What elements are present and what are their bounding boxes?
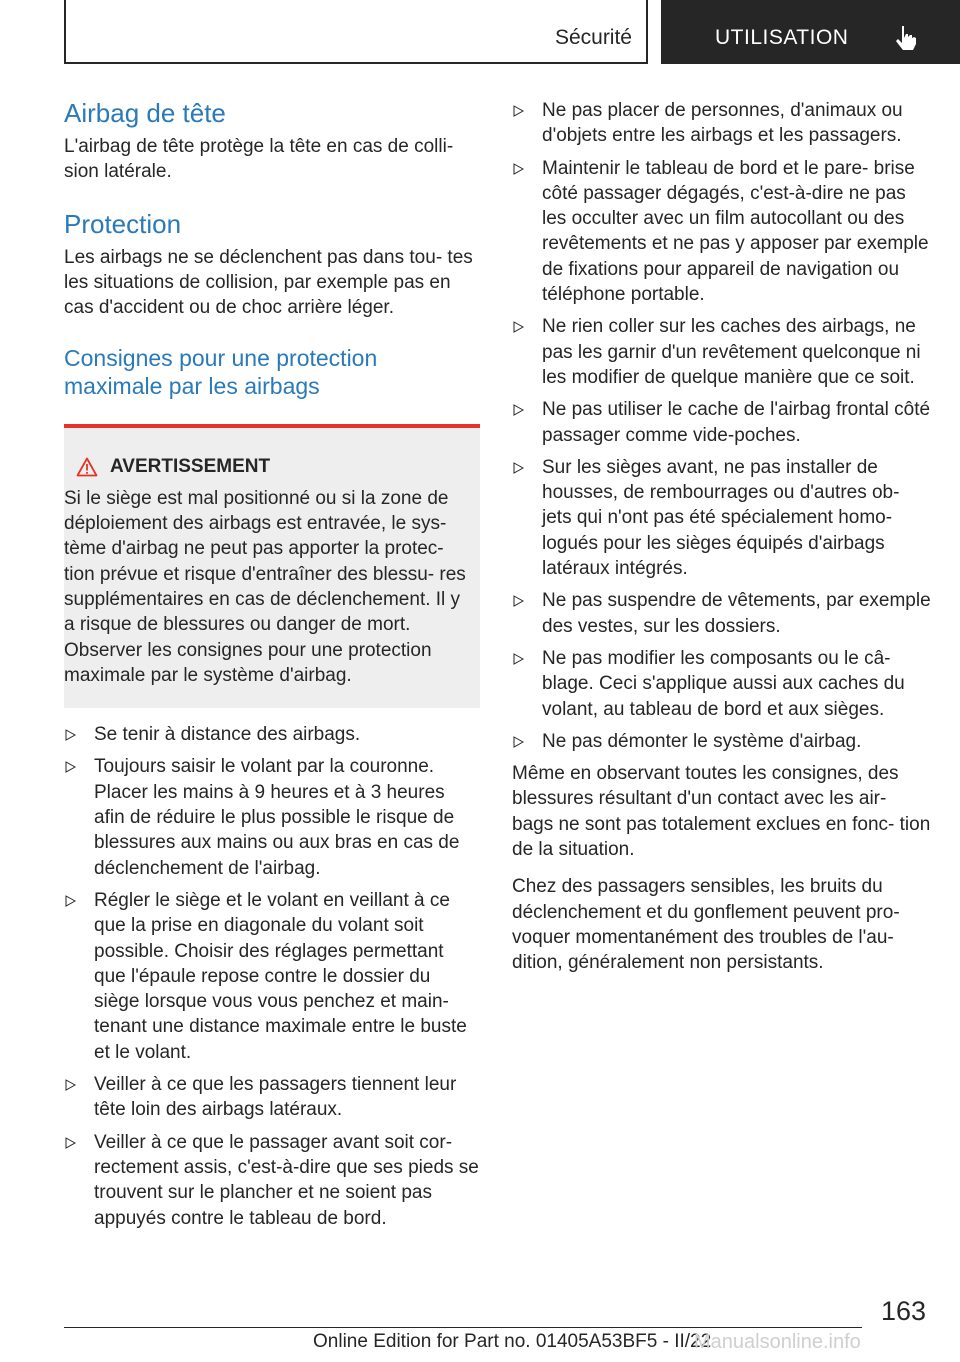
bullet-arrow-icon xyxy=(65,895,76,907)
list-item-text: Ne pas suspendre de vêtements, par exemple des vestes, sur les dossiers. xyxy=(542,590,931,637)
list-item xyxy=(64,1072,480,1123)
list-item xyxy=(512,314,932,390)
bullet-arrow-icon xyxy=(513,404,524,416)
list-item-text: Ne pas modifier les composants ou le câ‐ blage. Ceci s'applique aussi aux caches du volant, au tableau de bord et aux sièges. xyxy=(542,647,905,720)
list-item-text: Veiller à ce que les passagers tiennent leur tête loin des airbags latéraux. xyxy=(94,1074,457,1121)
header-chapter-box xyxy=(661,0,960,64)
warning-title xyxy=(76,454,474,479)
bullet-arrow-icon xyxy=(65,1137,76,1149)
list-item-text: Sur les sièges avant, ne pas installer de housses, de rembourrages ou d'autres ob‐ jets qui n'ont pas été spécialement homo‐ logués pour les sièges équipés d'airbags latéraux intégrés. xyxy=(542,456,900,580)
warning-title-label: AVERTISSEMENT xyxy=(110,456,271,478)
bullet-arrow-icon xyxy=(513,163,524,175)
page-number: 163 xyxy=(880,1296,926,1326)
bullet-arrow-icon xyxy=(513,653,524,665)
paragraph-passagers-sensibles: Chez des passagers sensibles, les bruits du déclenchement et du gonflement peuvent pro‐ voquer momentanément des troubles de l'au‐ dition, généralement non persistants. xyxy=(512,876,900,974)
list-item-text: Se tenir à distance des airbags. xyxy=(94,724,361,746)
heading-protection: Protection xyxy=(64,208,182,239)
pointing-hand-icon xyxy=(893,24,919,52)
header-section-title: Sécurité xyxy=(554,26,632,49)
heading-airbag-de-tete: Airbag de tête xyxy=(64,98,226,128)
list-item xyxy=(64,754,480,880)
warning-triangle-icon xyxy=(76,457,98,477)
list-item xyxy=(64,1130,480,1231)
list-item-text: Maintenir le tableau de bord et le pare- brise côté passager dégagés, c'est-à-dire ne pas les occulter avec un film autocollant ou des revêtements et ne pas y apposer par exemple de fixations pour appareil de navigation ou téléphone portable. xyxy=(542,157,929,306)
list-item xyxy=(512,98,932,149)
header-chapter-title: UTILISATION xyxy=(715,26,849,49)
bullet-arrow-icon xyxy=(513,321,524,333)
left-bullet-list xyxy=(64,722,480,1231)
list-item xyxy=(512,156,932,308)
bullet-arrow-icon xyxy=(513,105,524,117)
paragraph-protection: Les airbags ne se déclenchent pas dans tou‐ tes les situations de collision, par exemple pas en cas d'accident ou de choc arrière léger. xyxy=(64,246,473,319)
list-item-text: Ne rien coller sur les caches des airbags, ne pas les garnir d'un revêtement quelconque ni les modifier de quelque manière que ce soit. xyxy=(542,316,921,388)
header-section-box xyxy=(64,0,648,64)
bullet-arrow-icon xyxy=(513,736,524,748)
list-item xyxy=(512,729,932,754)
right-bullet-list xyxy=(512,98,932,754)
footer-divider xyxy=(64,1327,862,1328)
bullet-arrow-icon xyxy=(65,761,76,773)
heading-consignes: Consignes pour une protection maximale par les airbags xyxy=(64,345,378,400)
list-item-text: Ne pas utiliser le cache de l'airbag frontal côté passager comme vide-poches. xyxy=(542,399,931,446)
bullet-arrow-icon xyxy=(513,595,524,607)
list-item xyxy=(64,888,480,1065)
list-item-text: Veiller à ce que le passager avant soit cor‐ rectement assis, c'est-à-dire que ses pieds se trouvent sur le plancher et ne soient pas appuyés contre le tableau de bord. xyxy=(94,1131,479,1229)
paragraph-airbag-de-tete: L'airbag de tête protège la tête en cas de colli‐ sion latérale. xyxy=(64,136,454,183)
bullet-arrow-icon xyxy=(513,462,524,474)
paragraph-consignes-exclues: Même en observant toutes les consignes, des blessures résultant d'un contact avec les air‐ bags ne sont pas totalement exclues en fonc‐ tion de la situation. xyxy=(512,763,931,861)
footer-edition: Online Edition for Part no. 01405A53BF5 - II/22 xyxy=(313,1331,712,1352)
list-item xyxy=(512,397,932,448)
list-item-text: Régler le siège et le volant en veillant à ce que la prise en diagonale du volant soit possible. Choisir des réglages permettant que l'épaule repose contre le dossier du siège lorsque vous vous penchez et main‐ tenant une distance maximale entre le buste et le volant. xyxy=(94,889,467,1063)
warning-text: Si le siège est mal positionné ou si la zone de déploiement des airbags est entravée, le sys‐ tème d'airbag ne peut pas apporter la protec‐ tion prévue et risque d'entraîner des blessu‐ res supplémentaires en cas de déclenchement. Il y a risque de blessures ou danger de mort. Observer les consignes pour une protection maximale par le système d'airbag. xyxy=(64,487,466,686)
bullet-arrow-icon xyxy=(65,1079,76,1091)
list-item-text: Ne pas démonter le système d'airbag. xyxy=(542,730,862,752)
list-item-text: Ne pas placer de personnes, d'animaux ou d'objets entre les airbags et les passagers. xyxy=(542,100,903,147)
warning-box xyxy=(64,424,480,708)
left-column xyxy=(64,98,480,1238)
list-item xyxy=(512,455,932,581)
watermark: Manualsonline.info xyxy=(694,1331,861,1353)
list-item xyxy=(64,722,480,747)
list-item xyxy=(512,646,932,722)
right-column xyxy=(512,98,932,976)
list-item-text: Toujours saisir le volant par la couronne. Placer les mains à 9 heures et à 3 heures afin de réduire le plus possible le risque de blessures aux mains ou aux bras en cas de déclenchement de l'airbag. xyxy=(94,756,460,879)
bullet-arrow-icon xyxy=(65,729,76,741)
list-item xyxy=(512,588,932,639)
